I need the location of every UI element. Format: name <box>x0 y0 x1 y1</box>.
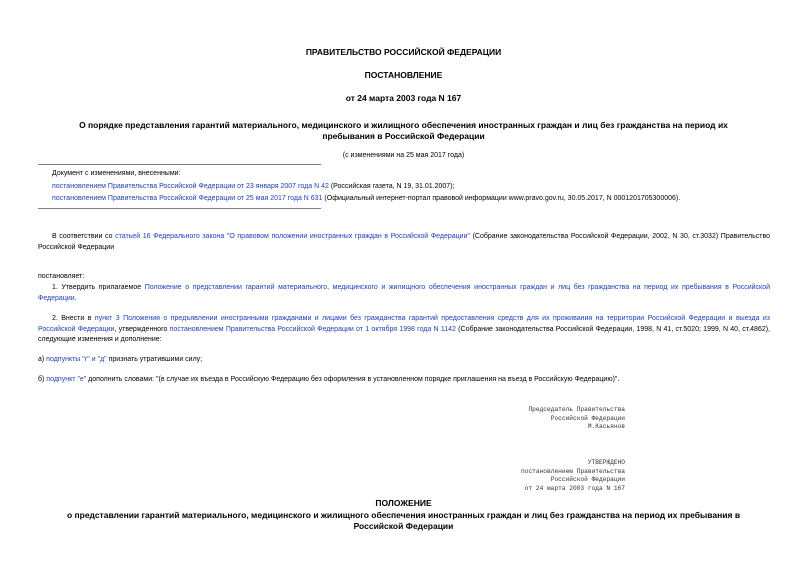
point-3-link[interactable]: пункт 3 Положения о предъявлении иностранными гражданами и лицами без гражданства гарантий предоставления средств для их проживания на территории Российской Федерации и выезда из Российской Федерации <box>38 315 770 333</box>
preamble: В соответствии со статьей 16 Федерального закона "О правовом положении иностранных граждан в Российской Федерации" (Собрание законодательства Российской Федерации, 2002, N 30, ст.3032) Правительство Российской Федерации <box>38 233 770 251</box>
law-link[interactable]: статьей 16 Федерального закона "О правовом положении иностранных граждан в Российской Федерации" <box>115 233 470 240</box>
regulation-title: ПОЛОЖЕНИЕ <box>375 498 432 508</box>
regulation-link[interactable]: Положение о представлении гарантий материального, медицинского и жилищного обеспечения иностранных граждан и лиц без гражданства на период их пребывания в Российской Федерации <box>38 284 770 302</box>
title-line-1: О порядке представления гарантий материального, медицинского и жилищного обеспечения иностранных граждан и лиц без гражданства на период их <box>79 120 728 130</box>
resolves-word: постановляет: <box>38 273 85 280</box>
signature-block: Председатель Правительства Российской Федерации М.Касьянов <box>528 406 625 430</box>
divider-bottom <box>38 208 321 209</box>
sub-item-a: а) подпункты "г" и "д" признать утратившими силу; <box>38 356 203 363</box>
regulation-subtitle-1: о представлении гарантий материального, медицинского и жилищного обеспечения иностранных граждан и лиц без гражданства на период их пребывания в <box>66 510 741 520</box>
divider-top <box>38 164 321 165</box>
changes-intro: Документ с изменениями, внесенными: <box>52 170 181 177</box>
title-line-2: пребывания в Российской Федерации <box>322 131 485 141</box>
regulation-subtitle-2: Российской Федерации <box>353 521 454 531</box>
resolution-1142-link[interactable]: постановлением Правительства Российской Федерации от 1 октября 1998 года N 1142 <box>169 325 456 333</box>
subpoint-e-link[interactable]: подпункт "е" <box>46 376 87 383</box>
change-link-2007[interactable]: постановлением Правительства Российской Федерации от 23 января 2007 года N 42 <box>52 183 329 190</box>
change-item: постановлением Правительства Российской Федерации от 25 мая 2017 года N 631 (Официальный интернет-портал правовой информации www.pravo.gov.ru, 30.05.2017, N 0001201705300006). <box>52 195 681 202</box>
subpoints-link[interactable]: подпункты "г" и "д" <box>46 356 107 363</box>
sub-item-b: б) подпункт "е" дополнить словами: "(в случае их въезда в Российскую Федерацию без оформления в установленном порядке приглашения на въезд в Российскую Федерацию)". <box>38 376 620 383</box>
change-item: постановлением Правительства Российской Федерации от 23 января 2007 года N 42 (Российская газета, N 19, 31.01.2007); <box>52 183 455 190</box>
approved-block: УТВЕРЖДЕНО постановлением Правительства Российской Федерации от 24 марта 2003 года N 167 <box>521 459 625 492</box>
item-1: 1. Утвердить прилагаемое Положение о представлении гарантий материального, медицинского и жилищного обеспечения иностранных граждан и лиц без гражданства на период их пребывания в Российской Федерации. <box>38 284 770 302</box>
change-link-2017[interactable]: постановлением Правительства Российской Федерации от 25 мая 2017 года N 631 <box>52 195 323 202</box>
doc-type-heading: ПОСТАНОВЛЕНИЕ <box>364 70 443 80</box>
government-heading: ПРАВИТЕЛЬСТВО РОССИЙСКОЙ ФЕДЕРАЦИИ <box>305 47 502 57</box>
changes-note: (с изменениями на 25 мая 2017 года) <box>342 152 465 159</box>
item-2: 2. Внести в пункт 3 Положения о предъявлении иностранными гражданами и лицами без гражданства гарантий предоставления средств для их проживания на территории Российской Федерации и выезда из Российской Федерации, утвержденного постановлением Правительства Российской Федерации от 1 октября 1998 года N 1142 (Собрание законодательства Российской Федерации, 1998, N 41, ст.5020; 1999, N 40, ст.4862), следующие изменения и дополнение: <box>38 315 771 343</box>
date-heading: от 24 марта 2003 года N 167 <box>345 93 462 103</box>
